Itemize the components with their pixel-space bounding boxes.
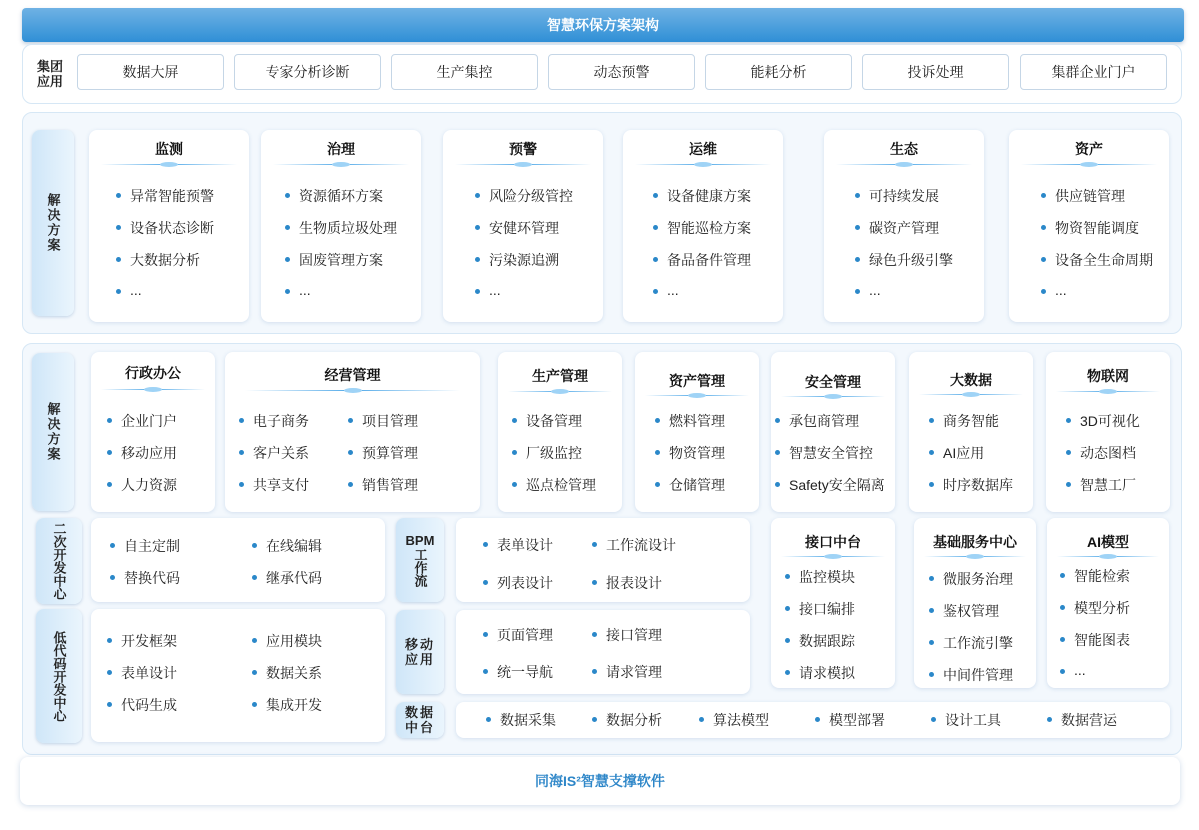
list-item: 设备管理 xyxy=(526,413,582,429)
card-admin-office xyxy=(91,352,215,512)
secondary-dev-label: 二次开发中心 xyxy=(36,518,82,604)
list-item: 商务智能 xyxy=(943,413,999,429)
group-apps-panel xyxy=(22,44,1182,104)
card-iot xyxy=(1046,352,1170,512)
list-item: 碳资产管理 xyxy=(869,220,939,236)
lowcode-label: 低代码开发中心 xyxy=(36,609,82,743)
list-item: 动态图档 xyxy=(1080,445,1136,461)
title-divider-glow xyxy=(694,162,712,167)
card-title: 运维 xyxy=(689,141,717,157)
card-production-management xyxy=(498,352,622,512)
list-item: 异常智能预警 xyxy=(130,188,214,204)
list-item: 请求管理 xyxy=(606,664,662,680)
lowcode-card xyxy=(91,609,385,742)
list-item: 可持续发展 xyxy=(869,188,939,204)
data-center-label xyxy=(396,702,444,738)
list-item: 算法模型 xyxy=(713,712,769,728)
list-item: 工作流引擎 xyxy=(943,635,1013,651)
list-item: 替换代码 xyxy=(124,570,180,586)
list-item: 销售管理 xyxy=(362,477,418,493)
btn-expert-diagnosis[interactable]: 专家分析诊断 xyxy=(234,54,381,90)
list-item: 固废管理方案 xyxy=(299,252,383,268)
card-title: AI模型 xyxy=(1087,534,1129,550)
list-item: 鉴权管理 xyxy=(943,603,999,619)
card-title: 监测 xyxy=(155,141,183,157)
btn-energy-analysis[interactable]: 能耗分析 xyxy=(705,54,852,90)
card-safety-management xyxy=(771,352,895,512)
list-item: 列表设计 xyxy=(497,575,553,591)
card-title: 物联网 xyxy=(1087,368,1129,384)
list-item: 巡点检管理 xyxy=(526,477,596,493)
data-center-card xyxy=(456,702,1170,738)
list-item: 智能巡检方案 xyxy=(667,220,751,236)
card-assets xyxy=(1009,130,1169,322)
list-item: 生物质垃圾处理 xyxy=(299,220,397,236)
list-item: 数据分析 xyxy=(606,712,662,728)
list-item: 项目管理 xyxy=(362,413,418,429)
list-item: 风险分级管控 xyxy=(489,188,573,204)
title-divider-glow xyxy=(824,394,842,399)
card-big-data xyxy=(909,352,1033,512)
bpm-label-top: BPM xyxy=(405,533,435,548)
ai-model-card xyxy=(1047,518,1169,688)
list-item: 接口管理 xyxy=(606,627,662,643)
list-item: 共享支付 xyxy=(253,477,309,493)
list-item: 污染源追溯 xyxy=(489,252,559,268)
list-item: 报表设计 xyxy=(606,575,662,591)
list-item: 微服务治理 xyxy=(943,571,1013,587)
list-item: 移动应用 xyxy=(121,445,177,461)
card-title: 生态 xyxy=(890,141,918,157)
support-software-footer: 同海IS²智慧支撑软件 xyxy=(20,757,1180,805)
list-item: 电子商务 xyxy=(253,413,309,429)
card-title: 生产管理 xyxy=(532,368,588,384)
mobile-label xyxy=(396,610,444,694)
card-title: 大数据 xyxy=(950,372,992,388)
list-item: ... xyxy=(1055,282,1067,298)
card-operations xyxy=(623,130,783,322)
card-title: 治理 xyxy=(327,141,355,157)
card-business-management xyxy=(225,352,480,512)
list-item: 设备健康方案 xyxy=(667,188,751,204)
list-item: 模型分析 xyxy=(1074,600,1130,616)
list-item: 中间件管理 xyxy=(943,667,1013,683)
list-item: Safety安全隔离 xyxy=(789,477,885,493)
list-item: 数据关系 xyxy=(266,665,322,681)
data-center-label-text: 数据中台 xyxy=(405,705,436,735)
list-item: 表单设计 xyxy=(121,665,177,681)
list-item: 智慧安全管控 xyxy=(789,445,873,461)
list-item: 开发框架 xyxy=(121,633,177,649)
group-apps-label xyxy=(35,59,65,89)
title-divider-glow xyxy=(332,162,350,167)
list-item: 厂级监控 xyxy=(526,445,582,461)
btn-enterprise-portal[interactable]: 集群企业门户 xyxy=(1020,54,1167,90)
list-item: 智慧工厂 xyxy=(1080,477,1136,493)
list-item: 时序数据库 xyxy=(943,477,1013,493)
mobile-card xyxy=(456,610,750,694)
list-item: 智能检索 xyxy=(1074,568,1130,584)
list-item: 燃料管理 xyxy=(669,413,725,429)
bpm-label xyxy=(396,518,444,602)
card-monitoring xyxy=(89,130,249,322)
list-item: 智能图表 xyxy=(1074,632,1130,648)
title-divider-glow xyxy=(962,392,980,397)
list-item: 人力资源 xyxy=(121,477,177,493)
list-item: 请求模拟 xyxy=(799,665,855,681)
base-service-card xyxy=(914,518,1036,688)
list-item: 工作流设计 xyxy=(606,537,676,553)
mobile-label-text: 移动应用 xyxy=(405,637,436,667)
list-item: 大数据分析 xyxy=(130,252,200,268)
interface-center-card xyxy=(771,518,895,688)
list-item: 表单设计 xyxy=(497,537,553,553)
card-asset-management xyxy=(635,352,759,512)
card-title: 资产管理 xyxy=(669,373,725,389)
list-item: ... xyxy=(489,282,501,298)
card-title: 资产 xyxy=(1075,141,1103,157)
card-title: 行政办公 xyxy=(125,365,181,381)
list-item: ... xyxy=(869,282,881,298)
solutions-label: 解决方案 xyxy=(32,130,74,316)
btn-data-screen[interactable]: 数据大屏 xyxy=(77,54,224,90)
list-item: 模型部署 xyxy=(829,712,885,728)
title-divider-glow xyxy=(160,162,178,167)
list-item: 物资智能调度 xyxy=(1055,220,1139,236)
list-item: ... xyxy=(667,282,679,298)
list-item: 数据采集 xyxy=(500,712,556,728)
list-item: 设备状态诊断 xyxy=(130,220,214,236)
list-item: 绿色升级引擎 xyxy=(869,252,953,268)
list-item: 设备全生命周期 xyxy=(1055,252,1153,268)
btn-complaint[interactable]: 投诉处理 xyxy=(862,54,1009,90)
title-divider-glow xyxy=(895,162,913,167)
secondary-dev-card xyxy=(91,518,385,602)
list-item: 集成开发 xyxy=(266,697,322,713)
list-item: 客户关系 xyxy=(253,445,309,461)
card-title: 经营管理 xyxy=(324,367,381,383)
title-divider-glow xyxy=(1099,554,1117,559)
list-item: 企业门户 xyxy=(121,413,177,429)
list-item: 预算管理 xyxy=(362,445,418,461)
bpm-card xyxy=(456,518,750,602)
list-item: 3D可视化 xyxy=(1080,413,1140,429)
card-title: 安全管理 xyxy=(805,374,861,390)
solutions2-label: 解决方案 xyxy=(32,353,74,511)
list-item: 设计工具 xyxy=(945,712,1001,728)
list-item: 接口编排 xyxy=(799,601,855,617)
title-divider-glow xyxy=(551,389,569,394)
list-item: 统一导航 xyxy=(497,664,553,680)
list-item: 数据跟踪 xyxy=(799,633,855,649)
title-divider-glow xyxy=(1080,162,1098,167)
list-item: ... xyxy=(1074,662,1086,678)
list-item: AI应用 xyxy=(943,445,985,461)
list-item: 监控模块 xyxy=(799,569,855,585)
title-divider-glow xyxy=(514,162,532,167)
list-item: 数据营运 xyxy=(1061,712,1117,728)
title-divider-glow xyxy=(1099,389,1117,394)
bpm-label-text: 工作流 xyxy=(412,548,428,587)
card-warning xyxy=(443,130,603,322)
list-item: 资源循环方案 xyxy=(299,188,383,204)
card-title: 基础服务中心 xyxy=(933,534,1017,550)
card-title: 预警 xyxy=(509,141,537,157)
list-item: 代码生成 xyxy=(121,697,177,713)
list-item: 页面管理 xyxy=(497,627,553,643)
btn-dynamic-alert[interactable]: 动态预警 xyxy=(548,54,695,90)
list-item: 备品备件管理 xyxy=(667,252,751,268)
group-apps-label-text: 集团 应用 xyxy=(36,59,63,89)
card-governance xyxy=(261,130,421,322)
title-divider-glow xyxy=(144,387,162,392)
list-item: 安健环管理 xyxy=(489,220,559,236)
list-item: 应用模块 xyxy=(266,633,322,649)
list-item: 在线编辑 xyxy=(266,538,322,554)
title-divider-glow xyxy=(688,393,706,398)
list-item: 仓储管理 xyxy=(669,477,725,493)
list-item: 承包商管理 xyxy=(789,413,859,429)
title-divider-glow xyxy=(966,554,984,559)
btn-production-control[interactable]: 生产集控 xyxy=(391,54,538,90)
list-item: 自主定制 xyxy=(124,538,180,554)
list-item: 物资管理 xyxy=(669,445,725,461)
architecture-title: 智慧环保方案架构 xyxy=(22,8,1184,42)
title-divider-glow xyxy=(344,388,362,393)
title-divider-glow xyxy=(824,554,842,559)
list-item: 供应链管理 xyxy=(1055,188,1125,204)
card-ecology xyxy=(824,130,984,322)
list-item: 继承代码 xyxy=(266,570,322,586)
list-item: ... xyxy=(299,282,311,298)
card-title: 接口中台 xyxy=(805,534,861,550)
list-item: ... xyxy=(130,282,142,298)
